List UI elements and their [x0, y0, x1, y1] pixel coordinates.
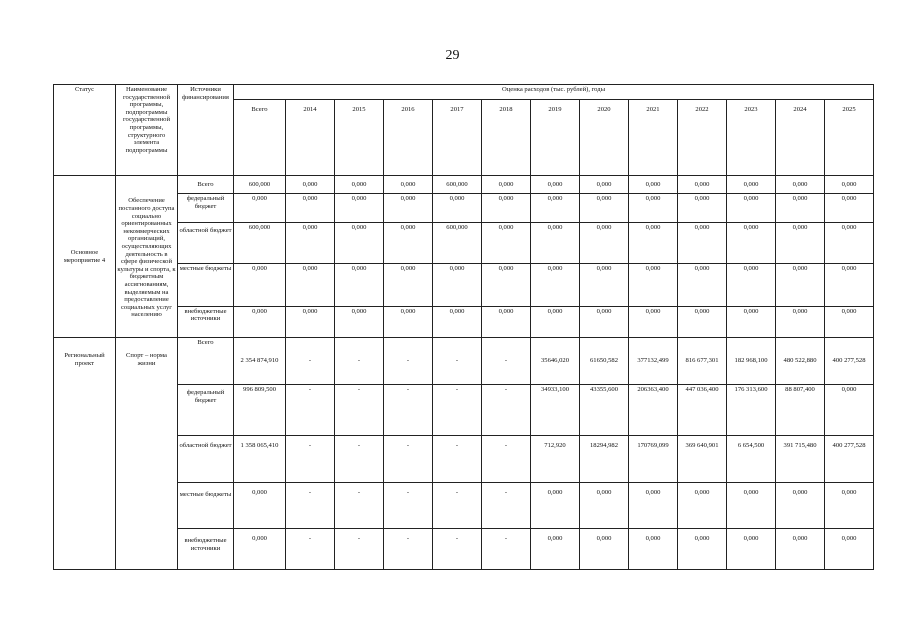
- value-cell: 0,000: [286, 194, 335, 223]
- value-cell: -: [384, 483, 433, 529]
- value-cell: 0,000: [727, 222, 776, 263]
- value-cell: 0,000: [433, 194, 482, 223]
- value-cell: 0,000: [678, 263, 727, 306]
- value-cell: 176 313,600: [727, 385, 776, 436]
- value-cell: -: [433, 385, 482, 436]
- value-cell: 0,000: [433, 306, 482, 338]
- value-cell: 0,000: [531, 194, 580, 223]
- value-cell: 0,000: [482, 306, 531, 338]
- page-number: 29: [445, 48, 460, 63]
- value-cell: -: [286, 529, 335, 570]
- value-cell: 0,000: [727, 306, 776, 338]
- value-cell: 0,000: [727, 176, 776, 194]
- value-cell: 0,000: [678, 306, 727, 338]
- value-cell: 0,000: [234, 306, 286, 338]
- value-cell: 0,000: [776, 306, 825, 338]
- funding-source-cell: областной бюджет: [178, 436, 234, 483]
- header-col-total: Всего: [234, 100, 286, 176]
- value-cell: 480 522,880: [776, 338, 825, 385]
- value-cell: 2 354 874,910: [234, 338, 286, 385]
- value-cell: 0,000: [776, 194, 825, 223]
- value-cell: 0,000: [629, 306, 678, 338]
- header-row-1: [54, 85, 874, 100]
- value-cell: -: [286, 436, 335, 483]
- header-col-2023: 2023: [727, 100, 776, 176]
- value-cell: 0,000: [580, 263, 629, 306]
- value-cell: 0,000: [825, 194, 874, 223]
- header-col-2016: 2016: [384, 100, 433, 176]
- header-col-2015: 2015: [335, 100, 384, 176]
- header-col-2022: 2022: [678, 100, 727, 176]
- value-cell: 0,000: [384, 222, 433, 263]
- value-cell: 0,000: [727, 263, 776, 306]
- value-cell: -: [433, 529, 482, 570]
- value-cell: 0,000: [482, 222, 531, 263]
- value-cell: -: [482, 338, 531, 385]
- value-cell: 0,000: [776, 263, 825, 306]
- value-cell: 369 640,901: [678, 436, 727, 483]
- value-cell: 391 715,480: [776, 436, 825, 483]
- value-cell: 0,000: [286, 222, 335, 263]
- header-col-2024: 2024: [776, 100, 825, 176]
- value-cell: 0,000: [629, 222, 678, 263]
- value-cell: 1 358 065,410: [234, 436, 286, 483]
- header-funding-source: Источники финансирования: [178, 85, 234, 176]
- value-cell: 0,000: [335, 306, 384, 338]
- value-cell: 712,920: [531, 436, 580, 483]
- funding-source-cell: Всего: [178, 338, 234, 385]
- value-cell: 0,000: [776, 529, 825, 570]
- value-cell: 0,000: [678, 194, 727, 223]
- section-name: Обеспечение постанного доступа социально ориентированных некоммерческих организаций, осуществляющих деятельность в сфере физической культуры и спорта, к бюджетным ассигнованиям, выделяемым на предоставление социальных услуг населению: [116, 176, 178, 338]
- header-col-2014: 2014: [286, 100, 335, 176]
- value-cell: 0,000: [580, 529, 629, 570]
- value-cell: -: [335, 385, 384, 436]
- value-cell: 0,000: [384, 263, 433, 306]
- funding-source-cell: федеральный бюджет: [178, 194, 234, 223]
- value-cell: -: [482, 483, 531, 529]
- value-cell: 0,000: [678, 529, 727, 570]
- value-cell: 0,000: [531, 222, 580, 263]
- value-cell: 0,000: [580, 483, 629, 529]
- table-row: [54, 176, 874, 194]
- value-cell: 0,000: [580, 306, 629, 338]
- value-cell: 18294,982: [580, 436, 629, 483]
- value-cell: -: [286, 385, 335, 436]
- value-cell: -: [384, 338, 433, 385]
- value-cell: 0,000: [335, 176, 384, 194]
- value-cell: 0,000: [629, 263, 678, 306]
- budget-table: [53, 84, 874, 570]
- value-cell: 34933,100: [531, 385, 580, 436]
- header-col-2019: 2019: [531, 100, 580, 176]
- value-cell: -: [482, 529, 531, 570]
- value-cell: 0,000: [825, 483, 874, 529]
- value-cell: 0,000: [580, 194, 629, 223]
- funding-source-cell: местные бюджеты: [178, 483, 234, 529]
- value-cell: 0,000: [825, 306, 874, 338]
- funding-source-cell: Всего: [178, 176, 234, 194]
- value-cell: -: [482, 436, 531, 483]
- value-cell: 600,000: [234, 222, 286, 263]
- value-cell: -: [335, 338, 384, 385]
- value-cell: 0,000: [384, 194, 433, 223]
- value-cell: -: [433, 483, 482, 529]
- value-cell: 0,000: [629, 529, 678, 570]
- header-col-2017: 2017: [433, 100, 482, 176]
- value-cell: 996 809,500: [234, 385, 286, 436]
- value-cell: 0,000: [482, 263, 531, 306]
- value-cell: 0,000: [825, 263, 874, 306]
- value-cell: 0,000: [286, 263, 335, 306]
- header-program-name: Наименование государственной программы, подпрограммы государственной программы, структурного элемента подпрограммы: [116, 85, 178, 176]
- funding-source-cell: внебюджетные источники: [178, 529, 234, 570]
- value-cell: 6 654,500: [727, 436, 776, 483]
- value-cell: -: [384, 529, 433, 570]
- value-cell: 0,000: [335, 194, 384, 223]
- header-col-2025: 2025: [825, 100, 874, 176]
- value-cell: -: [335, 483, 384, 529]
- value-cell: 0,000: [727, 483, 776, 529]
- value-cell: 0,000: [234, 263, 286, 306]
- value-cell: 0,000: [234, 529, 286, 570]
- value-cell: 182 968,100: [727, 338, 776, 385]
- value-cell: 0,000: [776, 483, 825, 529]
- value-cell: 170769,099: [629, 436, 678, 483]
- header-col-2021: 2021: [629, 100, 678, 176]
- value-cell: 0,000: [825, 222, 874, 263]
- value-cell: 0,000: [234, 483, 286, 529]
- value-cell: 0,000: [678, 176, 727, 194]
- value-cell: 0,000: [531, 306, 580, 338]
- value-cell: 600,000: [234, 176, 286, 194]
- value-cell: 61650,582: [580, 338, 629, 385]
- value-cell: 600,000: [433, 176, 482, 194]
- value-cell: 35646,020: [531, 338, 580, 385]
- value-cell: -: [335, 436, 384, 483]
- value-cell: 0,000: [825, 176, 874, 194]
- value-cell: 0,000: [776, 176, 825, 194]
- value-cell: 0,000: [531, 529, 580, 570]
- value-cell: 0,000: [234, 194, 286, 223]
- value-cell: 0,000: [384, 306, 433, 338]
- value-cell: 0,000: [629, 176, 678, 194]
- value-cell: -: [286, 483, 335, 529]
- value-cell: 0,000: [580, 176, 629, 194]
- section-status: Основное мероприятие 4: [54, 176, 116, 338]
- value-cell: 0,000: [825, 385, 874, 436]
- value-cell: -: [335, 529, 384, 570]
- value-cell: 0,000: [580, 222, 629, 263]
- value-cell: 0,000: [825, 529, 874, 570]
- value-cell: 400 277,528: [825, 338, 874, 385]
- value-cell: -: [433, 436, 482, 483]
- value-cell: -: [482, 385, 531, 436]
- funding-source-cell: областной бюджет: [178, 222, 234, 263]
- value-cell: 206363,400: [629, 385, 678, 436]
- header-col-2020: 2020: [580, 100, 629, 176]
- value-cell: 816 677,301: [678, 338, 727, 385]
- value-cell: 0,000: [482, 194, 531, 223]
- value-cell: 0,000: [335, 222, 384, 263]
- value-cell: 0,000: [776, 222, 825, 263]
- value-cell: 0,000: [727, 529, 776, 570]
- value-cell: -: [433, 338, 482, 385]
- value-cell: 0,000: [531, 176, 580, 194]
- value-cell: 377132,499: [629, 338, 678, 385]
- value-cell: 0,000: [531, 263, 580, 306]
- value-cell: 0,000: [678, 483, 727, 529]
- funding-source-cell: федеральный бюджет: [178, 385, 234, 436]
- header-status: Статус: [54, 85, 116, 176]
- value-cell: 0,000: [678, 222, 727, 263]
- value-cell: 0,000: [286, 176, 335, 194]
- value-cell: 0,000: [629, 194, 678, 223]
- value-cell: -: [384, 385, 433, 436]
- value-cell: -: [286, 338, 335, 385]
- value-cell: 0,000: [433, 263, 482, 306]
- value-cell: 0,000: [727, 194, 776, 223]
- value-cell: 400 277,528: [825, 436, 874, 483]
- header-expense-estimate: Оценка расходов (тыс. рублей), годы: [234, 85, 874, 100]
- value-cell: 0,000: [629, 483, 678, 529]
- value-cell: 0,000: [286, 306, 335, 338]
- value-cell: 43355,600: [580, 385, 629, 436]
- value-cell: -: [384, 436, 433, 483]
- value-cell: 0,000: [531, 483, 580, 529]
- value-cell: 0,000: [384, 176, 433, 194]
- value-cell: 88 807,400: [776, 385, 825, 436]
- funding-source-cell: местные бюджеты: [178, 263, 234, 306]
- section-name: Спорт – норма жизни: [116, 338, 178, 570]
- value-cell: 0,000: [335, 263, 384, 306]
- value-cell: 600,000: [433, 222, 482, 263]
- value-cell: 0,000: [482, 176, 531, 194]
- funding-source-cell: внебюджетные источники: [178, 306, 234, 338]
- section-status: Региональный проект: [54, 338, 116, 570]
- table-row: [54, 338, 874, 385]
- value-cell: 447 036,400: [678, 385, 727, 436]
- header-col-2018: 2018: [482, 100, 531, 176]
